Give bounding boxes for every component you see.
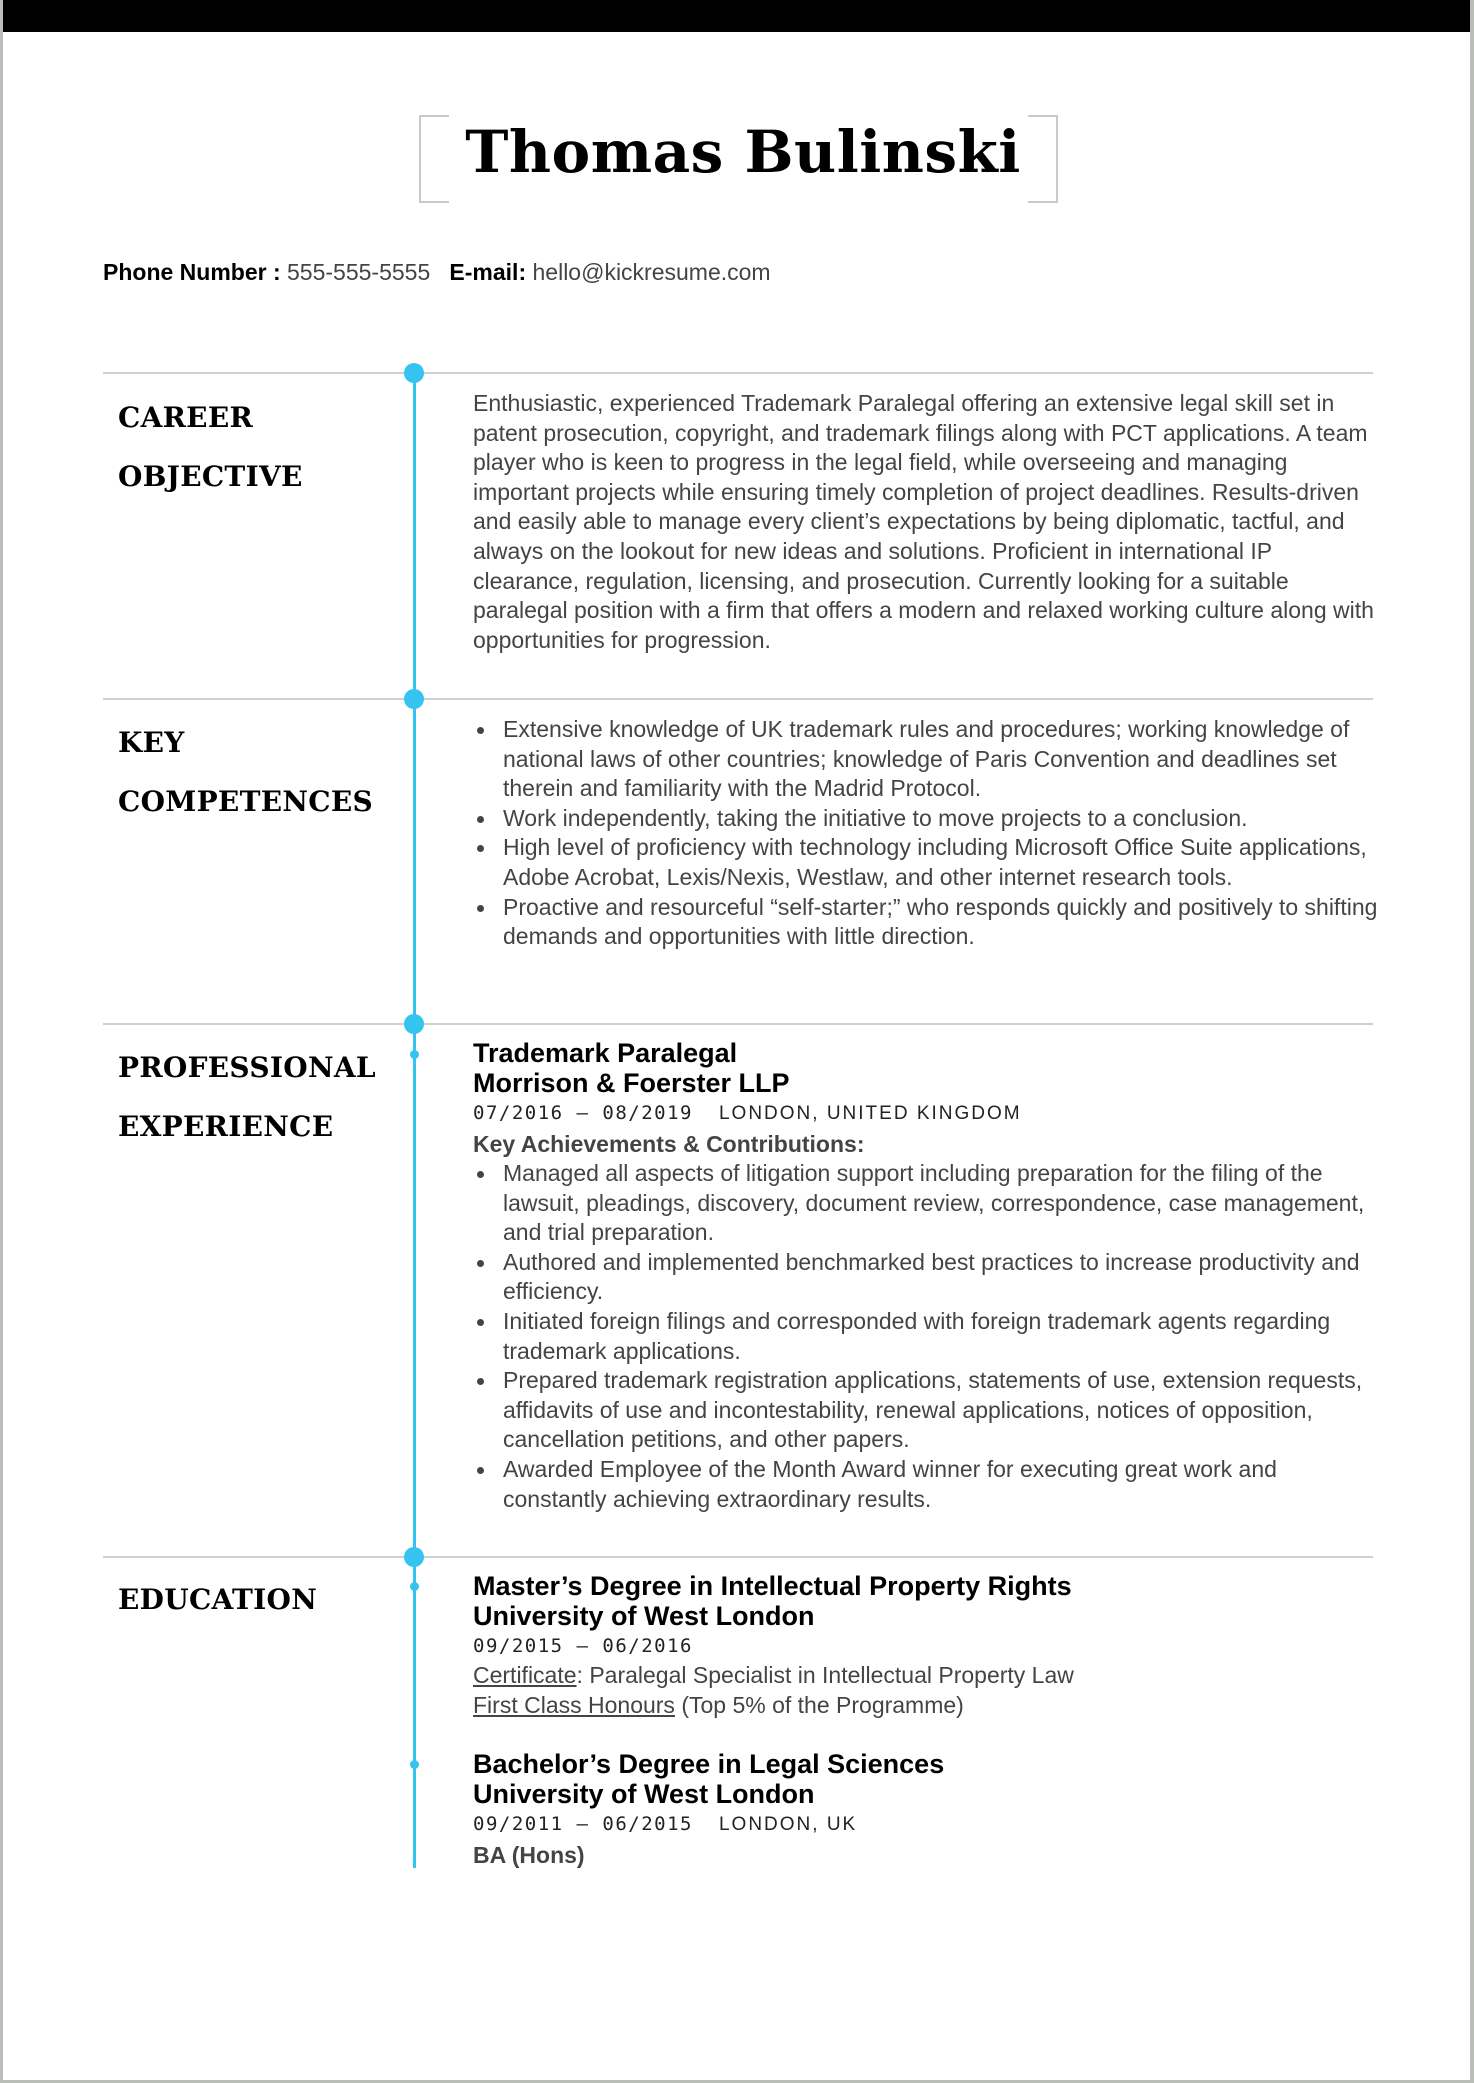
company-name: Morrison & Foerster LLP — [473, 1068, 790, 1098]
degree-certificate: Certificate: Paralegal Specialist in Intellectual Property Law — [473, 1662, 1074, 1688]
list-item: Prepared trademark registration applications, statements of use, extension requests, affidavits of use and incontestability, renewal applications, notices of opposition, cancellation petitions, and other papers. — [473, 1366, 1378, 1455]
job-title: Trademark Paralegal — [473, 1038, 738, 1068]
top-bar — [3, 0, 1470, 32]
job-location: LONDON, UNITED KINGDOM — [718, 1103, 1022, 1124]
section-divider — [103, 698, 1373, 700]
list-item: Managed all aspects of litigation support including preparation for the filing of the lawsuit, pleadings, discovery, document review, correspondence, case management, and trial preparation. — [473, 1159, 1378, 1248]
achievements-label: Key Achievements & Contributions: — [473, 1131, 865, 1157]
resume-page — [3, 0, 1470, 2080]
competences-content — [473, 715, 1378, 952]
achievements-list — [473, 1159, 1378, 1514]
section-title-education: EDUCATION — [118, 1583, 318, 1616]
list-item: Work independently, taking the initiative to move projects to a conclusion. — [473, 804, 1378, 834]
email-address[interactable]: hello@kickresume.com — [532, 259, 771, 285]
school-name: University of West London — [473, 1601, 815, 1631]
timeline-dot — [404, 689, 424, 709]
section-divider — [103, 372, 1373, 374]
section-title-objective: CAREER OBJECTIVE — [118, 401, 303, 493]
objective-content — [473, 389, 1378, 655]
degree-award: BA (Hons) — [473, 1842, 585, 1868]
email-label: E-mail: — [449, 259, 527, 285]
degree-location: LONDON, UK — [718, 1814, 858, 1835]
phone-label: Phone Number : — [103, 259, 281, 285]
job-dates: 07/2016 – 08/2019 LONDON, UNITED KINGDOM — [473, 1102, 1022, 1124]
education-content — [473, 1571, 1378, 1720]
phone-number: 555-555-5555 — [287, 259, 431, 285]
degree-dates: 09/2011 – 06/2015 LONDON, UK — [473, 1813, 858, 1835]
list-item: Awarded Employee of the Month Award winner for executing great work and constantly achieving extraordinary results. — [473, 1455, 1378, 1514]
list-item: Extensive knowledge of UK trademark rules and procedures; working knowledge of national laws of other countries; knowledge of Paris Convention and deadlines set therein and familiarity with the Madrid Protocol. — [473, 715, 1378, 804]
section-title-competences: KEY COMPETENCES — [118, 726, 373, 818]
degree-title: Bachelor’s Degree in Legal Sciences — [473, 1749, 945, 1779]
list-item: Authored and implemented benchmarked best practices to increase productivity and efficiency. — [473, 1248, 1378, 1307]
degree-title: Master’s Degree in Intellectual Property Rights — [473, 1571, 1072, 1601]
timeline-dot — [404, 363, 424, 383]
timeline-line — [413, 372, 416, 1868]
education-content-2 — [473, 1749, 1378, 1870]
candidate-name: Thomas Bulinski — [465, 118, 1021, 186]
section-divider — [103, 1556, 1373, 1558]
list-item: Proactive and resourceful “self-starter;” who responds quickly and positively to shifting demands and opportunities with little direction. — [473, 893, 1378, 952]
competences-list — [473, 715, 1378, 952]
list-item: Initiated foreign filings and corresponded with foreign trademark agents regarding trademark applications. — [473, 1307, 1378, 1366]
timeline-dot-small — [410, 1050, 419, 1059]
timeline-dot-small — [410, 1582, 419, 1591]
section-title-experience: PROFESSIONAL EXPERIENCE — [118, 1051, 376, 1143]
timeline-dot — [404, 1547, 424, 1567]
degree-honours: First Class Honours (Top 5% of the Programme) — [473, 1691, 964, 1718]
contact-line — [103, 257, 771, 287]
experience-content — [473, 1038, 1378, 1514]
list-item: High level of proficiency with technology including Microsoft Office Suite applications, Adobe Acrobat, Lexis/Nexis, Westlaw, and other internet research tools. — [473, 833, 1378, 892]
timeline-dot — [404, 1014, 424, 1034]
section-divider — [103, 1023, 1373, 1025]
timeline-dot-small — [410, 1760, 419, 1769]
degree-dates: 09/2015 – 06/2016 — [473, 1635, 693, 1657]
school-name: University of West London — [473, 1779, 815, 1809]
objective-text: Enthusiastic, experienced Trademark Paralegal offering an extensive legal skill set in patent prosecution, copyright, and trademark filings along with PCT applications. A team player who is keen to progress in the legal field, while overseeing and managing important projects while ensuring timely completion of project deadlines. Results-driven and easily able to manage every client’s expectations by being diplomatic, tactful, and always on the lookout for new ideas and solutions. Proficient in international IP clearance, regulation, licensing, and prosecution. Currently looking for a suitable paralegal position with a firm that offers a modern and relaxed working culture along with opportunities for progression. — [473, 390, 1374, 653]
